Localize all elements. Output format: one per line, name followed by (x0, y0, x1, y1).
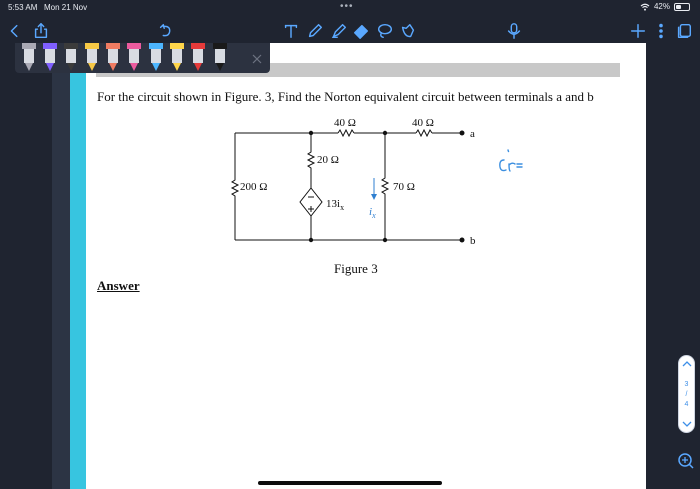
current-subscript: x (372, 211, 376, 220)
handwritten-note (496, 148, 530, 178)
wifi-icon (640, 3, 650, 11)
pages-icon[interactable] (674, 21, 694, 41)
current-symbol: i (369, 206, 373, 218)
undo-icon[interactable] (156, 21, 176, 41)
page-current: 3 (684, 381, 689, 388)
pen-tool-3[interactable] (64, 43, 78, 73)
home-indicator[interactable] (258, 481, 442, 485)
lasso-icon[interactable] (375, 21, 395, 41)
battery-icon (674, 3, 690, 11)
page-total: 4 (684, 401, 689, 408)
page-left-margin (52, 43, 70, 489)
toolbar (0, 16, 700, 46)
r2-label: 40 Ω (412, 117, 434, 129)
chevron-up-icon[interactable] (682, 360, 692, 368)
status-bar (0, 0, 700, 16)
current-label (369, 206, 376, 220)
source-value: 13i (326, 198, 341, 210)
microphone-icon[interactable] (504, 21, 524, 41)
r4-label: 200 Ω (240, 181, 268, 193)
shapes-icon[interactable] (398, 21, 418, 41)
zoom-icon[interactable] (676, 451, 696, 471)
terminal-a-label: a (470, 128, 475, 140)
text-tool-icon[interactable] (281, 21, 301, 41)
pen-tool-6[interactable] (127, 43, 141, 73)
answer-label: Answer (97, 278, 140, 293)
r1-label: 40 Ω (334, 117, 356, 129)
page-navigator[interactable] (678, 355, 695, 433)
highlighter-icon[interactable] (329, 21, 349, 41)
pen-tool-5[interactable] (106, 43, 120, 73)
r3-label: 20 Ω (317, 154, 339, 166)
pen-rack (15, 43, 270, 73)
close-rack-icon[interactable] (251, 52, 263, 64)
pen-tool-10[interactable] (213, 43, 227, 73)
pen-icon[interactable] (305, 21, 325, 41)
pen-tool-4[interactable] (85, 43, 99, 73)
add-icon[interactable] (628, 21, 648, 41)
chevron-down-icon[interactable] (682, 420, 692, 428)
eraser-icon[interactable] (351, 21, 371, 41)
status-time: 5:53 AM (8, 3, 38, 12)
figure-caption: Figure 3 (334, 261, 378, 276)
circuit-diagram (222, 112, 492, 252)
question-text: For the circuit shown in Figure. 3, Find the Norton equivalent circuit between terminals a and b (97, 89, 594, 104)
battery-percent: 42% (653, 2, 670, 11)
cyan-sidebar-band (70, 63, 86, 489)
pen-tool-8[interactable] (170, 43, 184, 73)
status-right (640, 2, 690, 11)
pen-tool-2[interactable] (43, 43, 57, 73)
status-date: Mon 21 Nov (44, 3, 88, 12)
handwritten-note-text: Cr= (496, 177, 498, 178)
pen-tool-7[interactable] (149, 43, 163, 73)
multitask-dots[interactable]: ••• (340, 1, 354, 12)
terminal-b-label: b (470, 235, 476, 247)
pen-tool-1[interactable] (22, 43, 36, 73)
share-icon[interactable] (31, 21, 51, 41)
source-label (326, 198, 344, 212)
r5-label: 70 Ω (393, 181, 415, 193)
back-chevron-icon[interactable] (5, 21, 25, 41)
page-separator: / (685, 391, 688, 398)
pen-tool-9[interactable] (191, 43, 205, 73)
source-subscript: x (340, 203, 345, 212)
more-icon[interactable] (651, 21, 671, 41)
